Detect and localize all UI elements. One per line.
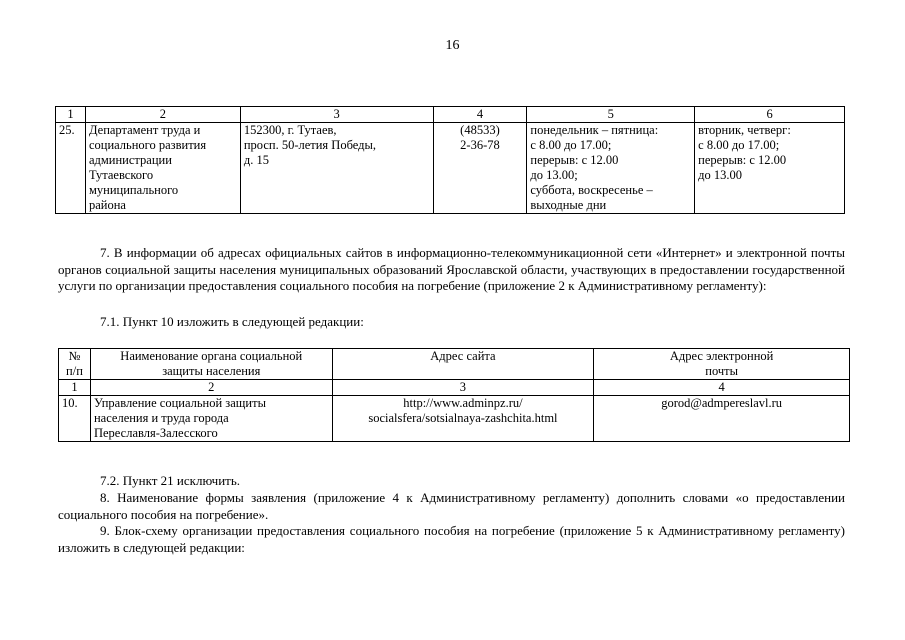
- row-number: 25.: [56, 123, 86, 214]
- header-site: Адрес сайта: [332, 349, 594, 380]
- column-number: 2: [90, 380, 332, 396]
- column-number: 6: [695, 107, 845, 123]
- header-email: Адрес электронной почты: [594, 349, 850, 380]
- departments-table: [55, 106, 845, 214]
- organ-name: Управление социальной защиты населения и труда города Переславля-Залесского: [90, 396, 332, 442]
- page-number: 16: [445, 38, 460, 53]
- paragraph-7: 7. В информации об адресах официальных сайтов в информационно-телекоммуникационной сети «Интернет» и электронной почты органов социальной защиты населения муниципальных образований Ярославской области, участвующих в предоставлении государственной услуги по организации предоставления социального пособия на погребение (приложение 2 к Административному регламенту):: [58, 245, 845, 293]
- column-number: 1: [59, 380, 91, 396]
- column-number: 3: [240, 107, 433, 123]
- column-number: 1: [56, 107, 86, 123]
- reception-hours: вторник, четверг: с 8.00 до 17.00; перерыв: с 12.00 до 13.00: [695, 123, 845, 214]
- site-address: http://www.adminpz.ru/ socialsfera/sotsialnaya-zashchita.html: [332, 396, 594, 442]
- column-number: 2: [85, 107, 240, 123]
- department-phone: (48533) 2-36-78: [433, 123, 527, 214]
- column-number: 3: [332, 380, 594, 396]
- working-hours: понедельник – пятница: с 8.00 до 17.00; перерыв: с 12.00 до 13.00; суббота, воскресенье – выходные дни: [527, 123, 695, 214]
- department-address: 152300, г. Тутаев, просп. 50-летия Победы, д. 15: [240, 123, 433, 214]
- table-header-row: [59, 349, 850, 380]
- email-address: gorod@admpereslavl.ru: [594, 396, 850, 442]
- websites-table: [58, 348, 850, 442]
- column-number: 4: [594, 380, 850, 396]
- table-numbers-row: [59, 380, 850, 396]
- header-number: № п/п: [59, 349, 91, 380]
- paragraph-8: 8. Наименование формы заявления (приложение 4 к Административному регламенту) дополнить словами «о предоставлении социального пособия на погребение».: [58, 490, 845, 522]
- paragraph-7-2: 7.2. Пункт 21 исключить.: [100, 473, 241, 488]
- column-number: 5: [527, 107, 695, 123]
- table-header-row: [56, 107, 845, 123]
- table-row: [59, 396, 850, 442]
- row-number: 10.: [59, 396, 91, 442]
- paragraph-7-1: 7.1. Пункт 10 изложить в следующей редакции:: [100, 314, 364, 329]
- header-organ-name: Наименование органа социальной защиты населения: [90, 349, 332, 380]
- paragraph-9: 9. Блок-схему организации предоставления социального пособия на погребение (приложение 5 к Административному регламенту) изложить в следующей редакции:: [58, 523, 845, 555]
- department-name: Департамент труда и социального развития администрации Тутаевского муниципального района: [85, 123, 240, 214]
- column-number: 4: [433, 107, 527, 123]
- table-row: [56, 123, 845, 214]
